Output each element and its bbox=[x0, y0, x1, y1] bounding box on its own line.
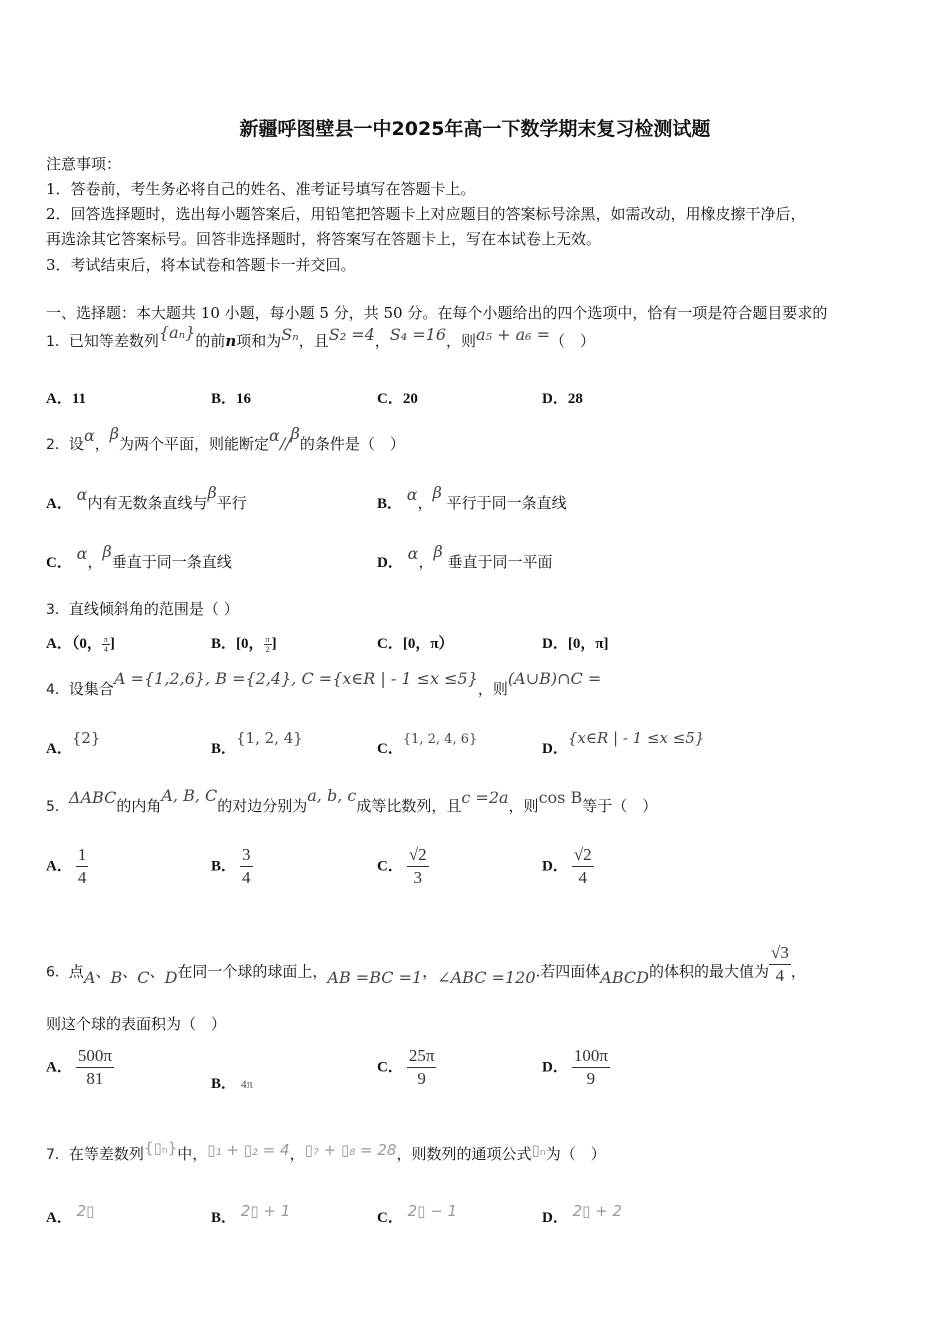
q2-text-1: 设 bbox=[68, 435, 84, 453]
q1-option-a[interactable]: A．11 bbox=[46, 391, 87, 407]
question-6: 6．点A、B、C、D在同一个球的球面上，AB =BC =1，∠ABC =120.若四面体ABCD的体积的最大值为 $\frac{√3}{4}$ ， bbox=[46, 943, 806, 987]
q1-option-c[interactable]: C．20 bbox=[377, 391, 418, 407]
q7-option-c[interactable]: C． 2▯ − 1 bbox=[377, 1202, 458, 1226]
q4-sets: A ={1,2,6}, B ={2,4}, C ={x∈R | - 1 ≤x ≤5} bbox=[113, 669, 478, 688]
q6-option-a[interactable]: A． $\frac{500\pi}{81}$ bbox=[46, 1046, 112, 1088]
question-number: 2． bbox=[46, 437, 69, 453]
q2-beta: β bbox=[109, 424, 120, 443]
q1-n: n bbox=[225, 332, 237, 350]
q4-option-b[interactable]: B．{1, 2, 4} bbox=[211, 729, 303, 757]
question-2 bbox=[46, 424, 405, 454]
question-3: 3．直线倾斜角的范围是（ ） bbox=[46, 600, 239, 618]
question-4: 4．设集合A ={1,2,6}, B ={2,4}, C ={x∈R | - 1 ≤x ≤5}，则(A∪B)∩C = bbox=[46, 669, 602, 698]
q6-option-d[interactable]: D． $\frac{100\pi}{9}$ bbox=[542, 1046, 608, 1088]
q2-text-2: 为两个平面，则能断定 bbox=[119, 435, 270, 453]
q4-expression: (A∪B)∩C = bbox=[507, 669, 602, 688]
q1-text-6: ，则 bbox=[446, 332, 477, 350]
q3-option-d[interactable]: D．[0，π] bbox=[542, 636, 609, 652]
q1-text-5: ， bbox=[374, 332, 390, 350]
q3-option-b[interactable]: B．[0， $\frac{\pi}{2}$ ] bbox=[211, 634, 277, 654]
q2-option-a[interactable]: A． α内有无数条直线与β平行 bbox=[46, 483, 247, 512]
q2-alpha: α bbox=[269, 426, 280, 445]
q1-text-1: 已知等差数列 bbox=[68, 332, 159, 350]
q1-text-7: （ ） bbox=[550, 332, 596, 350]
question-7: 7．在等差数列{▯ₙ}中，▯₁ + ▯₂ = 4，▯₇ + ▯₈ = 28，则数列的通项公式▯ₙ为（ ） bbox=[46, 1139, 606, 1163]
q2-alpha: α bbox=[83, 426, 95, 445]
q3-option-c[interactable]: C．[0，π） bbox=[377, 636, 454, 652]
q3-option-a[interactable]: A．（0， $\frac{\pi}{4}$ ] bbox=[46, 634, 115, 654]
q1-math-sn: Sₙ bbox=[281, 325, 299, 344]
section-heading: 一、选择题：本大题共 10 小题，每小题 5 分，共 50 分。在每个小题给出的四个选项中，恰有一项是符合题目要求的 bbox=[46, 304, 828, 322]
question-number: 1． bbox=[46, 334, 69, 350]
q2-comma: ， bbox=[94, 435, 110, 453]
q5-option-d[interactable]: D． $\frac{√2}{4}$ bbox=[542, 845, 592, 887]
q5-option-c[interactable]: C． $\frac{√2}{3}$ bbox=[377, 845, 427, 887]
pi-over-4: $\frac{\pi}{4}$ bbox=[103, 634, 108, 654]
q1-math-s4: S₄ =16 bbox=[389, 325, 447, 344]
q7-option-a[interactable]: A． 2▯ bbox=[46, 1202, 95, 1226]
q1-option-b[interactable]: B．16 bbox=[211, 391, 252, 407]
q2-parallel: // bbox=[279, 434, 291, 453]
q7-option-b[interactable]: B． 2▯ + 1 bbox=[211, 1202, 291, 1226]
page-title: 新疆呼图壁县一中2025年高一下数学期末复习检测试题 bbox=[239, 118, 711, 140]
q6-option-b[interactable]: B． 4π bbox=[211, 1076, 253, 1092]
q1-text-3: 项和为 bbox=[236, 332, 282, 350]
notice-heading: 注意事项： bbox=[46, 155, 122, 173]
q4-option-a[interactable]: A．{2} bbox=[46, 729, 101, 757]
q1-math-s2: S₂ =4 bbox=[328, 325, 375, 344]
notice-item-1: 1．答卷前，考生务必将自己的姓名、准考证号填写在答题卡上。 bbox=[46, 180, 476, 198]
notice-item-2b: 再选涂其它答案标号。回答非选择题时，将答案写在答题卡上，写在本试卷上无效。 bbox=[46, 230, 602, 248]
q6-option-c[interactable]: C． $\frac{25\pi}{9}$ bbox=[377, 1046, 435, 1088]
pi-over-2: $\frac{\pi}{2}$ bbox=[265, 634, 270, 654]
question-5: 5．ΔABC的内角A, B, C的对边分别为a, b, c成等比数列，且c =2a，则cos B等于（ ） bbox=[46, 786, 658, 815]
q1-text-4: ，且 bbox=[298, 332, 329, 350]
notice-item-2a: 2．回答选择题时，选出每小题答案后，用铅笔把答题卡上对应题目的答案标号涂黑，如需改动，用橡皮擦干净后， bbox=[46, 205, 806, 223]
question-1 bbox=[46, 323, 596, 351]
q4-option-c[interactable]: C．{1, 2, 4, 6} bbox=[377, 732, 478, 757]
q2-option-d[interactable]: D． α，β 垂直于同一平面 bbox=[377, 542, 553, 571]
q2-text-3: 的条件是（ ） bbox=[299, 435, 405, 453]
q1-math-sum: a₅ + a₆ = bbox=[476, 325, 551, 344]
q5-option-b[interactable]: B． $\frac{3}{4}$ bbox=[211, 845, 251, 887]
q4-option-d[interactable]: D．{x∈R | - 1 ≤x ≤5} bbox=[542, 729, 705, 757]
q5-option-a[interactable]: A． $\frac{1}{4}$ bbox=[46, 845, 87, 887]
q1-text-2: 的前 bbox=[195, 332, 226, 350]
q1-option-d[interactable]: D．28 bbox=[542, 391, 583, 407]
q2-beta: β bbox=[290, 424, 300, 443]
q2-option-b[interactable]: B． α，β 平行于同一条直线 bbox=[377, 483, 567, 512]
question-6-line-2: 则这个球的表面积为（ ） bbox=[46, 1015, 227, 1033]
notice-item-3: 3．考试结束后，将本试卷和答题卡一并交回。 bbox=[46, 256, 356, 274]
q2-option-c[interactable]: C． α，β垂直于同一条直线 bbox=[46, 542, 232, 571]
q1-math-sequence: {aₙ} bbox=[158, 323, 196, 342]
q7-option-d[interactable]: D． 2▯ + 2 bbox=[542, 1202, 623, 1226]
